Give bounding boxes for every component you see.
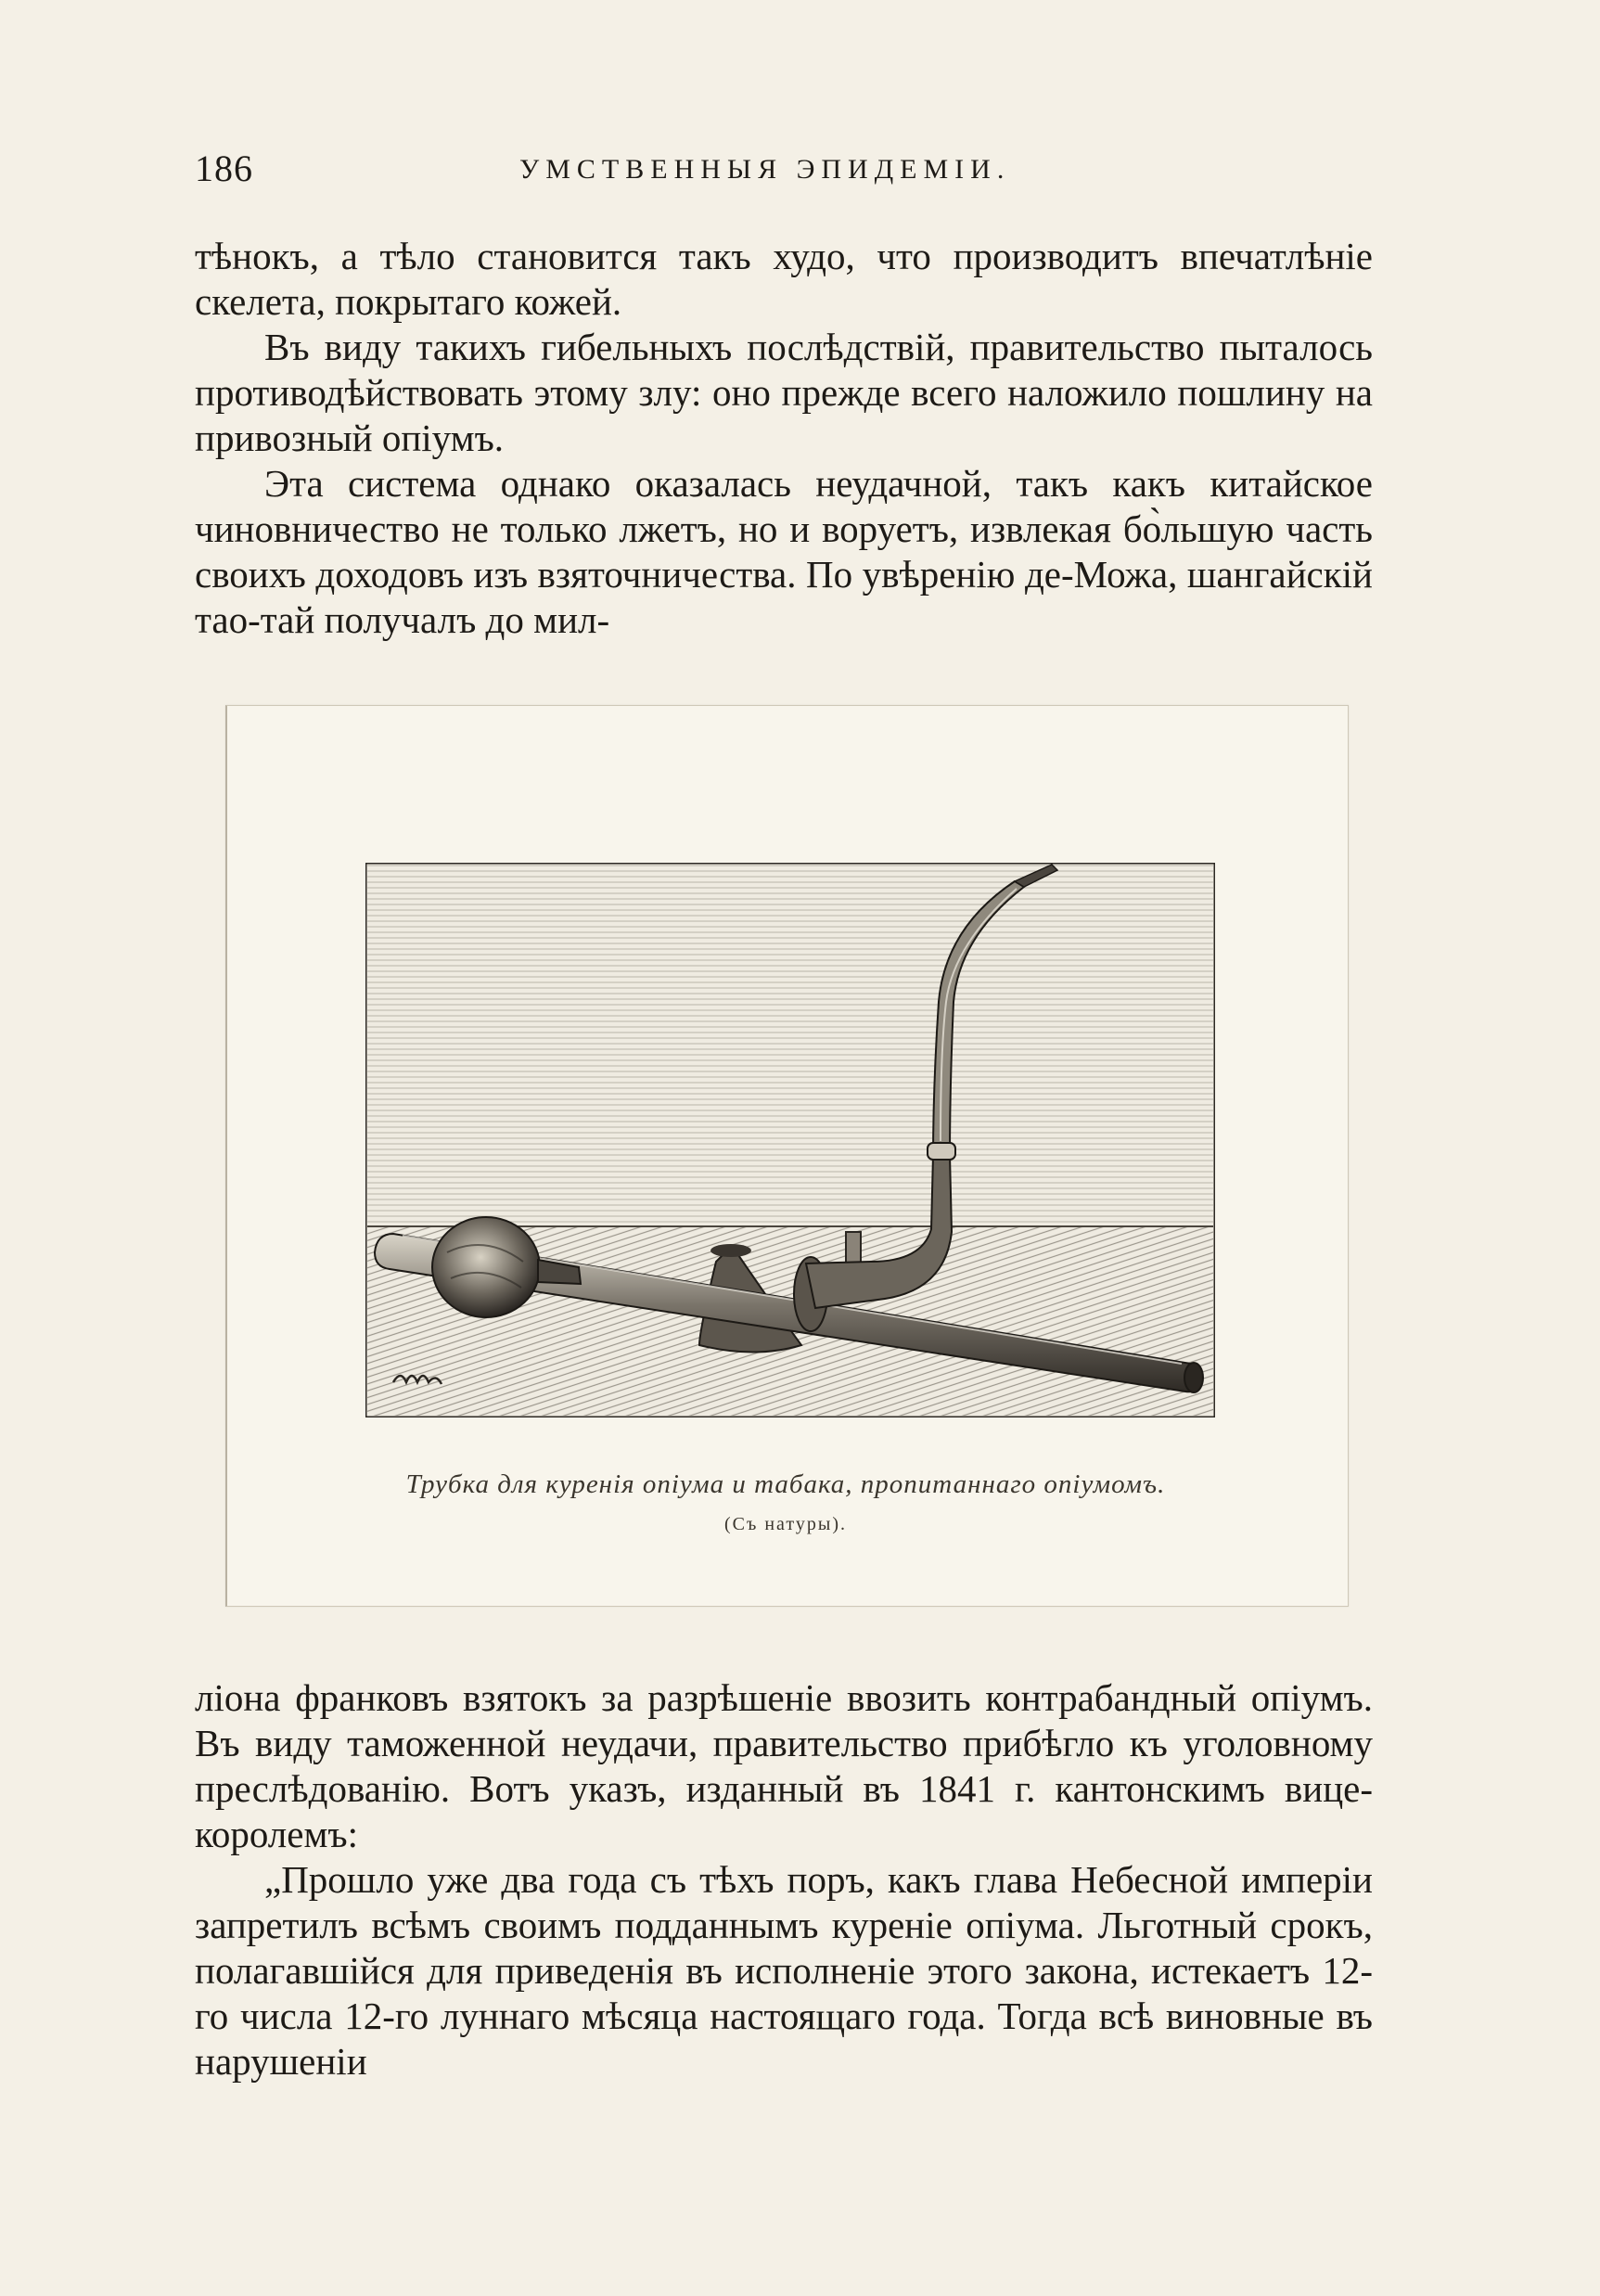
body-text-top [195,234,1373,643]
figure-source: (Съ натуры). [724,1514,847,1534]
body-text-bottom [195,1675,1373,2084]
page-number: 186 [195,148,253,189]
paragraph: лiона франковъ взятокъ за разрѣшенiе ввозить контрабандный опiумъ. Въ виду таможенной неудачи, правительство прибѣгло къ уголовному преслѣдованiю. Вотъ указъ, изданный въ 1841 г. кантонскимъ вице-королемъ: [195,1676,1373,1855]
running-title: УМСТВЕННЫЯ ЭПИДЕМIИ. [519,154,1011,185]
paragraph: Эта система однако оказалась неудачной, такъ какъ китайское чиновничество не только лжетъ, но и воруетъ, извлекая бо̀льшую часть своихъ доходовъ изъ взяточничества. По увѣренiю де-Можа, шангайскiй тао-тай получалъ до мил- [195,462,1373,641]
opium-pipe-engraving [365,863,1215,1417]
paragraph: Въ виду такихъ гибельныхъ послѣдствiй, правительство пыталось противодѣйствовать этому злу: оно прежде всего наложило пошлину на привозный опiумъ. [195,326,1373,459]
figure-caption: Трубка для куренiя опiума и табака, пропитаннаго опiумомъ. [405,1469,1166,1499]
paragraph: „Прошло уже два года съ тѣхъ поръ, какъ глава Небесной имперiи запретилъ всѣмъ своимъ подданнымъ куренiе опiума. Льготный срокъ, полагавшiйся для приведенiя въ исполненiе этого закона, истекаетъ 12-го числа 12-го луннаго мѣсяца настоящаго года. Тогда всѣ виновные въ нарушенiи [195,1858,1373,2083]
paragraph: тѣнокъ, а тѣло становится такъ худо, что производитъ впечатлѣнiе скелета, покрытаго кожей. [195,235,1373,323]
